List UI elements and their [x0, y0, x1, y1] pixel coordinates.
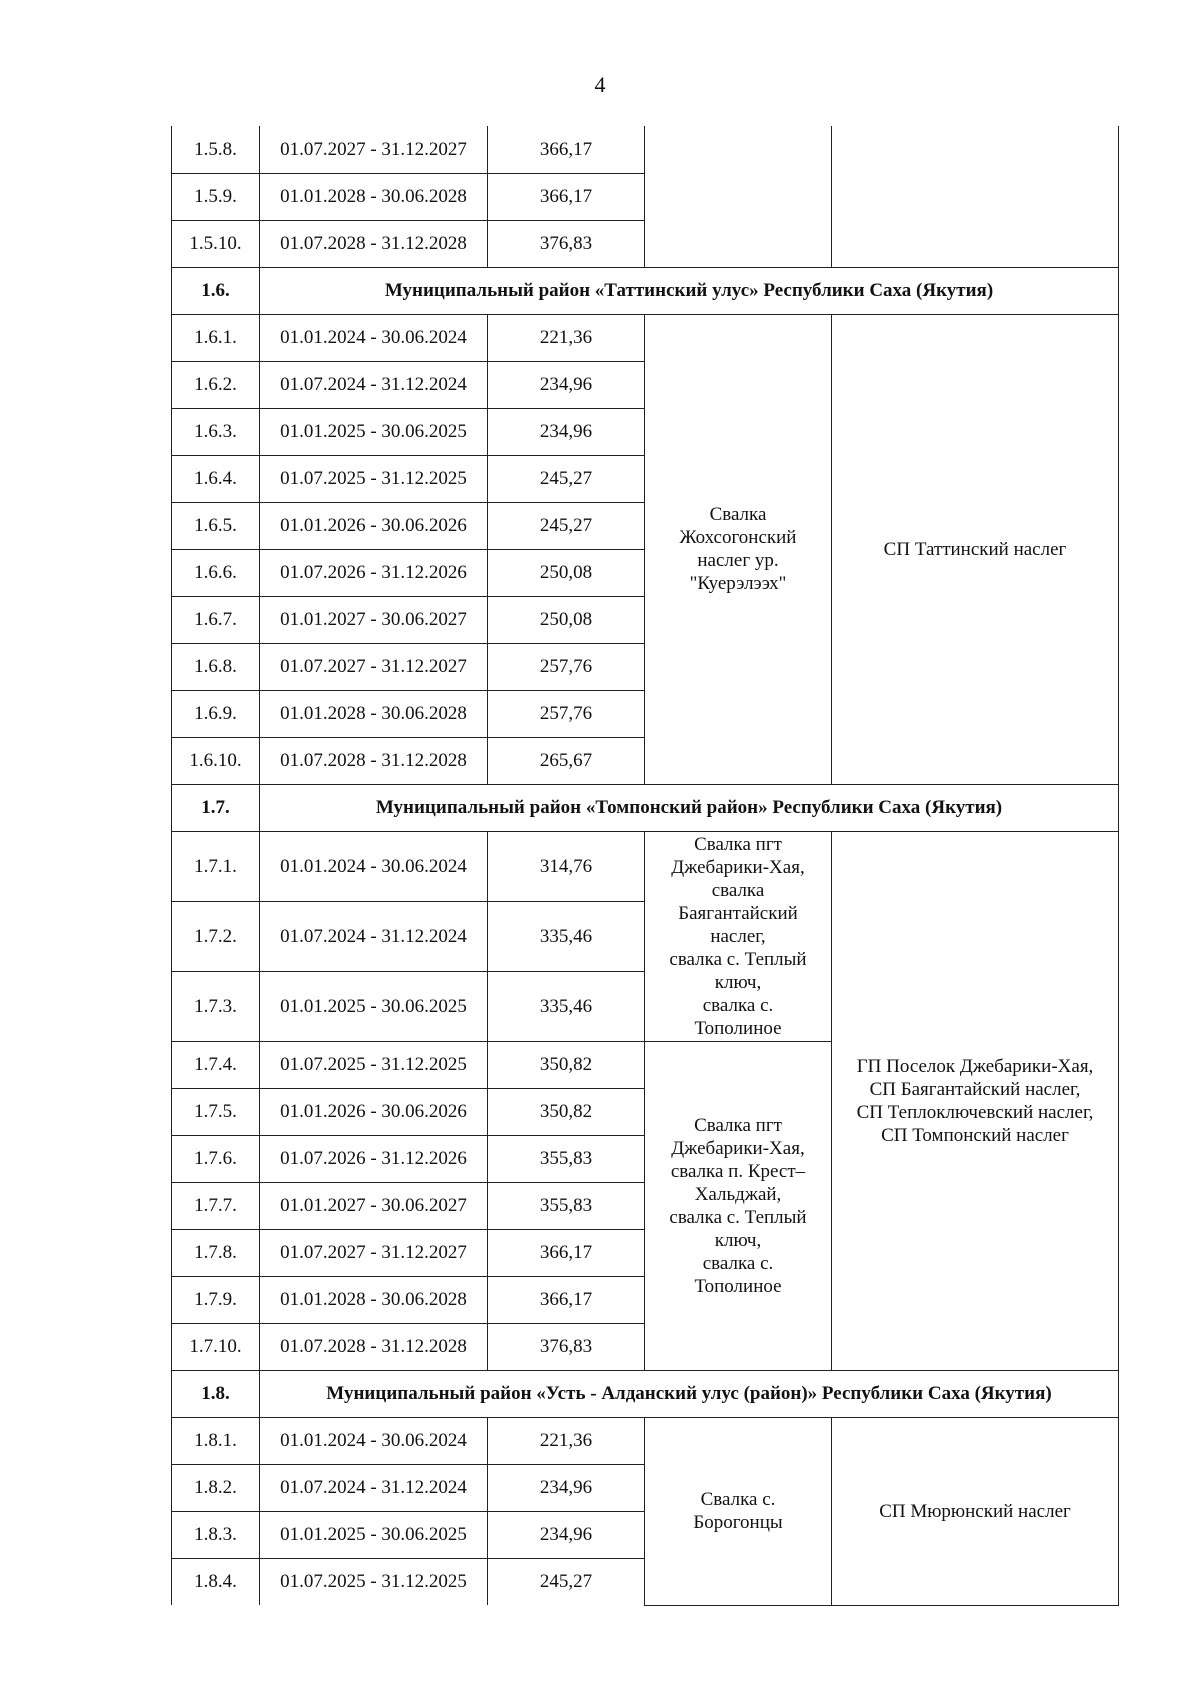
- row-number: 1.8.3.: [172, 1511, 260, 1558]
- facility-cell: [645, 173, 832, 220]
- period-cell: 01.01.2028 - 30.06.2028: [260, 690, 488, 737]
- tariff-table-body: [172, 126, 1119, 1605]
- facility-cell: Свалка с. Борогонцы: [645, 1417, 832, 1605]
- row-number: 1.7.4.: [172, 1041, 260, 1088]
- row-number: 1.6.10.: [172, 737, 260, 784]
- row-number: 1.5.9.: [172, 173, 260, 220]
- row-number: 1.6.7.: [172, 596, 260, 643]
- section-title: Муниципальный район «Томпонский район» Республики Саха (Якутия): [260, 784, 1119, 831]
- period-cell: 01.01.2025 - 30.06.2025: [260, 971, 488, 1041]
- settlement-cell: [832, 220, 1119, 267]
- price-cell: 250,08: [488, 549, 645, 596]
- period-cell: 01.01.2027 - 30.06.2027: [260, 1182, 488, 1229]
- facility-cell: [645, 220, 832, 267]
- row-number: 1.8.2.: [172, 1464, 260, 1511]
- price-cell: 245,27: [488, 502, 645, 549]
- period-cell: 01.07.2026 - 31.12.2026: [260, 549, 488, 596]
- period-cell: 01.07.2028 - 31.12.2028: [260, 1323, 488, 1370]
- price-cell: 335,46: [488, 971, 645, 1041]
- period-cell: 01.01.2026 - 30.06.2026: [260, 1088, 488, 1135]
- period-cell: 01.01.2024 - 30.06.2024: [260, 831, 488, 901]
- table-row: [172, 314, 1119, 361]
- row-number: 1.6.4.: [172, 455, 260, 502]
- settlement-cell: [832, 173, 1119, 220]
- row-number: 1.7.2.: [172, 901, 260, 971]
- price-cell: 355,83: [488, 1182, 645, 1229]
- period-cell: 01.01.2024 - 30.06.2024: [260, 314, 488, 361]
- facility-cell: Свалка Жохсогонский наслег ур. "Куерэлээх": [645, 314, 832, 784]
- facility-cell: Свалка пгт Джебарики-Хая, свалка п. Крест– Хальджай, свалка с. Теплый ключ, свалка с. Тополиное: [645, 1041, 832, 1370]
- period-cell: 01.01.2026 - 30.06.2026: [260, 502, 488, 549]
- period-cell: 01.07.2024 - 31.12.2024: [260, 901, 488, 971]
- section-row: [172, 267, 1119, 314]
- row-number: 1.7.8.: [172, 1229, 260, 1276]
- period-cell: 01.01.2027 - 30.06.2027: [260, 596, 488, 643]
- facility-cell: Свалка пгт Джебарики-Хая, свалка Баягантайский наслег, свалка с. Теплый ключ, свалка с. Тополиное: [645, 831, 832, 1041]
- price-cell: 250,08: [488, 596, 645, 643]
- row-number: 1.7.9.: [172, 1276, 260, 1323]
- row-number: 1.8.4.: [172, 1558, 260, 1605]
- price-cell: 350,82: [488, 1041, 645, 1088]
- section-title: Муниципальный район «Таттинский улус» Республики Саха (Якутия): [260, 267, 1119, 314]
- price-cell: 234,96: [488, 1511, 645, 1558]
- period-cell: 01.01.2028 - 30.06.2028: [260, 173, 488, 220]
- row-number: 1.6.6.: [172, 549, 260, 596]
- price-cell: 234,96: [488, 1464, 645, 1511]
- row-number: 1.6.3.: [172, 408, 260, 455]
- section-row: [172, 784, 1119, 831]
- settlement-cell: [832, 126, 1119, 173]
- settlement-cell: СП Мюрюнский наслег: [832, 1417, 1119, 1605]
- section-row: [172, 1370, 1119, 1417]
- price-cell: 366,17: [488, 173, 645, 220]
- row-number: 1.7.10.: [172, 1323, 260, 1370]
- price-cell: 234,96: [488, 408, 645, 455]
- period-cell: 01.01.2028 - 30.06.2028: [260, 1276, 488, 1323]
- period-cell: 01.07.2026 - 31.12.2026: [260, 1135, 488, 1182]
- settlement-cell: ГП Поселок Джебарики-Хая, СП Баягантайский наслег, СП Теплоключевский наслег, СП Томпонский наслег: [832, 831, 1119, 1370]
- period-cell: 01.01.2024 - 30.06.2024: [260, 1417, 488, 1464]
- period-cell: 01.07.2027 - 31.12.2027: [260, 126, 488, 173]
- price-cell: 376,83: [488, 1323, 645, 1370]
- tariff-table: [171, 126, 1119, 1606]
- price-cell: 366,17: [488, 1276, 645, 1323]
- table-row: [172, 1417, 1119, 1464]
- table-row: [172, 173, 1119, 220]
- section-number: 1.7.: [172, 784, 260, 831]
- row-number: 1.6.2.: [172, 361, 260, 408]
- row-number: 1.7.6.: [172, 1135, 260, 1182]
- price-cell: 234,96: [488, 361, 645, 408]
- section-title: Муниципальный район «Усть - Алданский улус (район)» Республики Саха (Якутия): [260, 1370, 1119, 1417]
- period-cell: 01.07.2025 - 31.12.2025: [260, 1041, 488, 1088]
- row-number: 1.5.8.: [172, 126, 260, 173]
- period-cell: 01.07.2027 - 31.12.2027: [260, 643, 488, 690]
- settlement-cell: СП Таттинский наслег: [832, 314, 1119, 784]
- row-number: 1.6.1.: [172, 314, 260, 361]
- row-number: 1.5.10.: [172, 220, 260, 267]
- period-cell: 01.07.2028 - 31.12.2028: [260, 220, 488, 267]
- period-cell: 01.07.2025 - 31.12.2025: [260, 455, 488, 502]
- price-cell: 245,27: [488, 1558, 645, 1605]
- row-number: 1.7.3.: [172, 971, 260, 1041]
- row-number: 1.6.8.: [172, 643, 260, 690]
- period-cell: 01.07.2025 - 31.12.2025: [260, 1558, 488, 1605]
- price-cell: 355,83: [488, 1135, 645, 1182]
- price-cell: 376,83: [488, 220, 645, 267]
- period-cell: 01.07.2028 - 31.12.2028: [260, 737, 488, 784]
- row-number: 1.6.5.: [172, 502, 260, 549]
- row-number: 1.8.1.: [172, 1417, 260, 1464]
- price-cell: 350,82: [488, 1088, 645, 1135]
- price-cell: 257,76: [488, 690, 645, 737]
- row-number: 1.7.5.: [172, 1088, 260, 1135]
- price-cell: 366,17: [488, 1229, 645, 1276]
- row-number: 1.7.7.: [172, 1182, 260, 1229]
- period-cell: 01.07.2027 - 31.12.2027: [260, 1229, 488, 1276]
- table-row: [172, 831, 1119, 901]
- section-number: 1.8.: [172, 1370, 260, 1417]
- price-cell: 257,76: [488, 643, 645, 690]
- price-cell: 335,46: [488, 901, 645, 971]
- period-cell: 01.07.2024 - 31.12.2024: [260, 1464, 488, 1511]
- table-row: [172, 126, 1119, 173]
- period-cell: 01.01.2025 - 30.06.2025: [260, 408, 488, 455]
- page-number: 4: [594, 72, 606, 97]
- price-cell: 265,67: [488, 737, 645, 784]
- price-cell: 221,36: [488, 1417, 645, 1464]
- price-cell: 245,27: [488, 455, 645, 502]
- period-cell: 01.01.2025 - 30.06.2025: [260, 1511, 488, 1558]
- table-row: [172, 220, 1119, 267]
- facility-cell: [645, 126, 832, 173]
- price-cell: 366,17: [488, 126, 645, 173]
- section-number: 1.6.: [172, 267, 260, 314]
- row-number: 1.7.1.: [172, 831, 260, 901]
- price-cell: 314,76: [488, 831, 645, 901]
- price-cell: 221,36: [488, 314, 645, 361]
- period-cell: 01.07.2024 - 31.12.2024: [260, 361, 488, 408]
- row-number: 1.6.9.: [172, 690, 260, 737]
